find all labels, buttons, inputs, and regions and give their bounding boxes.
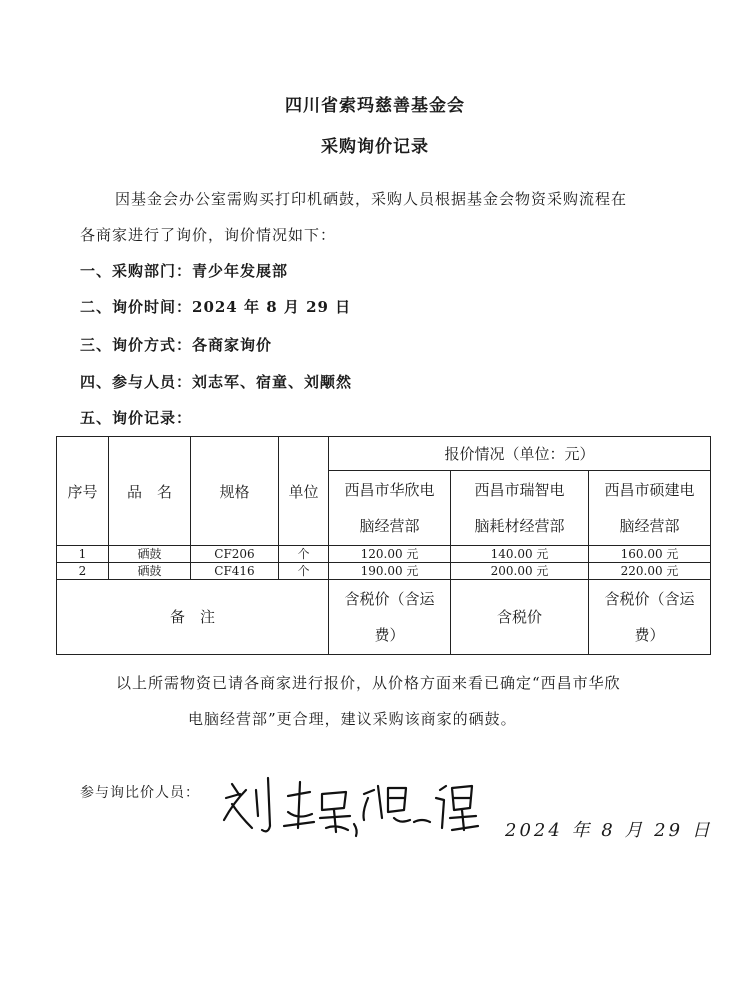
header-spec: 规格: [191, 437, 279, 546]
cell-seq: 1: [57, 546, 109, 563]
remark-ruizhi: 含税价: [451, 580, 589, 655]
table-row: [57, 546, 711, 563]
cell-name: 硒鼓: [109, 546, 191, 563]
vendor-name-line1: 西昌市华欣电: [344, 481, 435, 499]
remark-line2: 费）: [374, 626, 405, 644]
purchase-department: 一、采购部门：青少年发展部: [80, 262, 289, 280]
remarks-row: [57, 580, 711, 655]
header-unit: 单位: [279, 437, 329, 546]
intro-line-1: 因基金会办公室需购买打印机硒鼓，采购人员根据基金会物资采购流程在: [115, 190, 628, 208]
header-item-name: 品 名: [109, 437, 191, 546]
participants: 四、参与人员：刘志军、宿童、刘颙然: [80, 373, 353, 391]
cell-spec: CF206: [191, 546, 279, 563]
header-seq: 序号: [57, 437, 109, 546]
organization-title: 四川省索玛慈善基金会: [285, 96, 465, 116]
cell-spec: CF416: [191, 563, 279, 580]
remark-line2: 费）: [634, 626, 665, 644]
signers-label: 参与询比价人员：: [80, 785, 200, 801]
signature-date: 2024 年 8 月 29 日: [505, 820, 713, 841]
vendor-shuojian: [589, 471, 711, 546]
vendor-name-line1: 西昌市瑞智电: [474, 481, 565, 499]
handwritten-signature: [218, 768, 488, 840]
vendor-huaxin: [329, 471, 451, 546]
cell-price-huaxin: 120.00 元: [329, 546, 451, 563]
vendor-ruizhi: [451, 471, 589, 546]
vendor-name-line2: 脑耗材经营部: [474, 517, 565, 535]
conclusion-line-1: 以上所需物资已请各商家进行报价，从价格方面来看已确定“西昌市华欣: [116, 674, 621, 692]
cell-price-ruizhi: 140.00 元: [451, 546, 589, 563]
cell-unit: 个: [279, 546, 329, 563]
inquiry-table: [56, 436, 711, 655]
inquiry-method: 三、询价方式：各商家询价: [80, 336, 273, 354]
cell-price-ruizhi: 200.00 元: [451, 563, 589, 580]
vendor-name-line2: 脑经营部: [619, 517, 680, 535]
remark-line1: 含税价（含运: [344, 590, 435, 608]
header-price-info: 报价情况（单位：元）: [329, 437, 711, 471]
cell-seq: 2: [57, 563, 109, 580]
vendor-name-line1: 西昌市硕建电: [604, 481, 695, 499]
table-row: [57, 563, 711, 580]
inquiry-time: 二、询价时间：2024 年 8 月 29 日: [80, 298, 352, 316]
remark-shuojian: [589, 580, 711, 655]
vendor-name-line2: 脑经营部: [359, 517, 420, 535]
cell-price-shuojian: 220.00 元: [589, 563, 711, 580]
cell-price-shuojian: 160.00 元: [589, 546, 711, 563]
document-title: 采购询价记录: [321, 137, 429, 157]
remarks-label: 备 注: [57, 580, 329, 655]
intro-line-2: 各商家进行了询价，询价情况如下：: [80, 226, 337, 244]
conclusion-line-2: 电脑经营部”更合理，建议采购该商家的硒鼓。: [188, 710, 517, 728]
remark-line1: 含税价（含运: [604, 590, 695, 608]
inquiry-record-heading: 五、询价记录：: [80, 409, 193, 427]
cell-unit: 个: [279, 563, 329, 580]
cell-price-huaxin: 190.00 元: [329, 563, 451, 580]
remark-huaxin: [329, 580, 451, 655]
cell-name: 硒鼓: [109, 563, 191, 580]
